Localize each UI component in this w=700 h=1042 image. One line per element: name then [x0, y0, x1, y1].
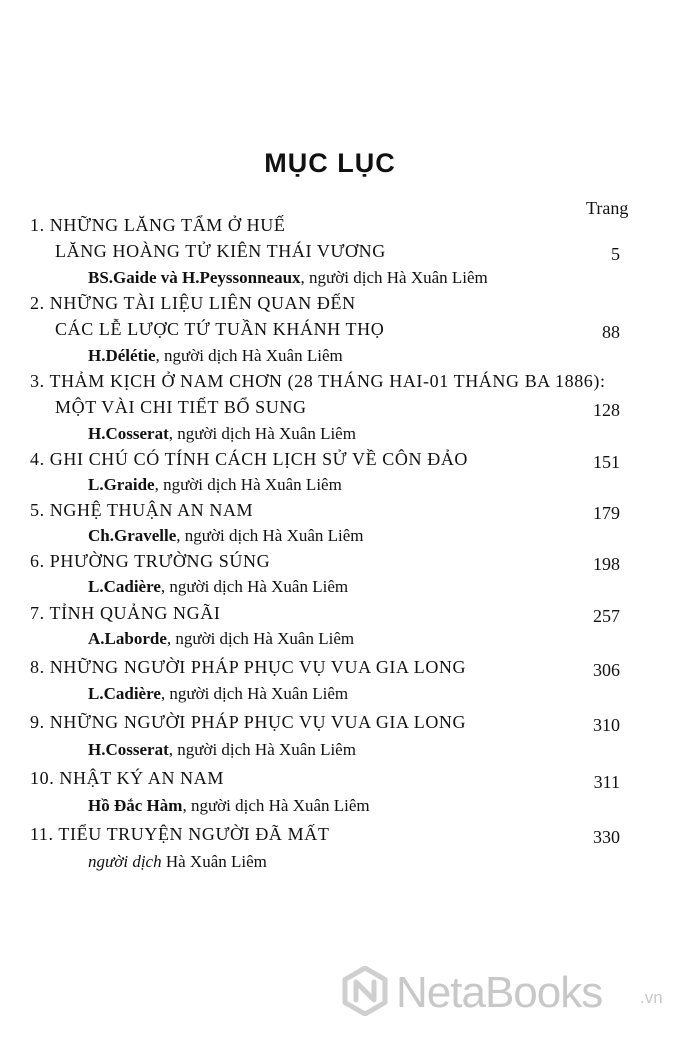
- toc-entry-4-title: 4. GHI CHÚ CÓ TÍNH CÁCH LỊCH SỬ VỀ CÔN ĐẢO: [30, 449, 469, 469]
- toc-entry-7-page: 257: [593, 606, 620, 626]
- toc-entry-3-page: 128: [593, 400, 620, 420]
- toc-entry-2-author: H.Délétie: [88, 346, 156, 365]
- toc-entry-4-translator: , người dịch Hà Xuân Liêm: [154, 475, 342, 494]
- toc-entry-8-translator: , người dịch Hà Xuân Liêm: [160, 684, 349, 703]
- toc-entry-10-translator: , người dịch Hà Xuân Liêm: [182, 796, 370, 815]
- toc-entry-8-page: 306: [593, 660, 620, 680]
- toc-entry-5-credit: [88, 525, 364, 547]
- toc-entry-6-translator: , người dịch Hà Xuân Liêm: [160, 577, 349, 596]
- toc-entry-2-credit: [88, 345, 343, 367]
- toc-entry-11-translator: Hà Xuân Liêm: [161, 852, 267, 871]
- toc-entry-1-page: 5: [611, 244, 620, 264]
- toc-entry-7-translator: , người dịch Hà Xuân Liêm: [166, 629, 355, 648]
- toc-entry-9-translator: , người dịch Hà Xuân Liêm: [168, 740, 356, 759]
- toc-entry-3-credit: [88, 423, 356, 445]
- toc-entry-9-page: 310: [593, 715, 620, 735]
- toc-entry-5-author: Ch.Gravelle: [88, 526, 177, 545]
- toc-entry-5-translator: , người dịch Hà Xuân Liêm: [176, 526, 364, 545]
- toc-entry-7-title: 7. TỈNH QUẢNG NGÃI: [30, 603, 221, 623]
- toc-entry-3-title-line1: 3. THẢM KỊCH Ở NAM CHƠN (28 THÁNG HAI-01 THÁNG BA 1886):: [30, 371, 606, 391]
- toc-entry-2-title-line1: 2. NHỮNG TÀI LIỆU LIÊN QUAN ĐẾN: [30, 293, 356, 313]
- toc-entry-8-credit: [88, 683, 348, 705]
- page-title: MỤC LỤC: [264, 148, 396, 178]
- toc-entry-10-author: Hồ Đắc Hàm: [88, 796, 183, 815]
- toc-entry-1-author: BS.Gaide và H.Peyssonneaux: [88, 268, 301, 287]
- toc-entry-1-title-line1: 1. NHỮNG LĂNG TẨM Ở HUẾ: [30, 215, 286, 235]
- toc-entry-4-author: L.Graide: [88, 475, 155, 494]
- netabooks-watermark: [340, 962, 680, 1022]
- toc-entry-9-author: H.Cosserat: [88, 740, 169, 759]
- toc-entry-8-author: L.Cadière: [88, 684, 161, 703]
- toc-entry-8-title: 8. NHỮNG NGƯỜI PHÁP PHỤC VỤ VUA GIA LONG: [30, 657, 467, 677]
- toc-entry-9-credit: [88, 739, 356, 761]
- toc-entry-1-credit: [88, 267, 488, 289]
- watermark-brand: NetaBooks: [396, 968, 603, 1017]
- toc-entry-11-translator-label: người dịch: [88, 852, 162, 871]
- toc-entry-3-author: H.Cosserat: [88, 424, 169, 443]
- toc-entry-7-author: A.Laborde: [88, 629, 167, 648]
- toc-entry-5-title: 5. NGHỆ THUẬN AN NAM: [30, 500, 254, 520]
- toc-entry-6-author: L.Cadière: [88, 577, 161, 596]
- page-column-header: Trang: [586, 198, 629, 218]
- toc-entry-3-translator: , người dịch Hà Xuân Liêm: [168, 424, 356, 443]
- toc-entry-5-page: 179: [593, 503, 620, 523]
- toc-entry-1-title-line2: LĂNG HOÀNG TỬ KIÊN THÁI VƯƠNG: [55, 241, 386, 261]
- toc-entry-4-credit: [88, 474, 342, 496]
- toc-entry-2-translator: , người dịch Hà Xuân Liêm: [155, 346, 343, 365]
- toc-entry-1-translator: , người dịch Hà Xuân Liêm: [300, 268, 488, 287]
- toc-entry-2-title-line2: CÁC LỄ LƯỢC TỨ TUẦN KHÁNH THỌ: [55, 319, 385, 339]
- toc-entry-11-credit: [88, 851, 267, 873]
- toc-entry-10-title: 10. NHẬT KÝ AN NAM: [30, 768, 224, 788]
- toc-entry-11-title: 11. TIỂU TRUYỆN NGƯỜI ĐÃ MẤT: [30, 824, 330, 844]
- toc-entry-4-page: 151: [593, 452, 620, 472]
- toc-entry-6-credit: [88, 576, 348, 598]
- toc-entry-11-page: 330: [593, 827, 620, 847]
- toc-entry-9-title: 9. NHỮNG NGƯỜI PHÁP PHỤC VỤ VUA GIA LONG: [30, 712, 467, 732]
- toc-entry-7-credit: [88, 628, 354, 650]
- toc-entry-10-page: 311: [593, 772, 620, 792]
- toc-entry-3-title-line2: MỘT VÀI CHI TIẾT BỔ SUNG: [55, 397, 307, 417]
- toc-entry-6-page: 198: [593, 554, 620, 574]
- toc-entry-10-credit: [88, 795, 370, 817]
- netabooks-logo-icon: [340, 966, 390, 1016]
- toc-entry-2-page: 88: [602, 322, 620, 342]
- watermark-suffix: .vn: [640, 988, 663, 1007]
- toc-entry-6-title: 6. PHƯỜNG TRƯỜNG SÚNG: [30, 551, 271, 571]
